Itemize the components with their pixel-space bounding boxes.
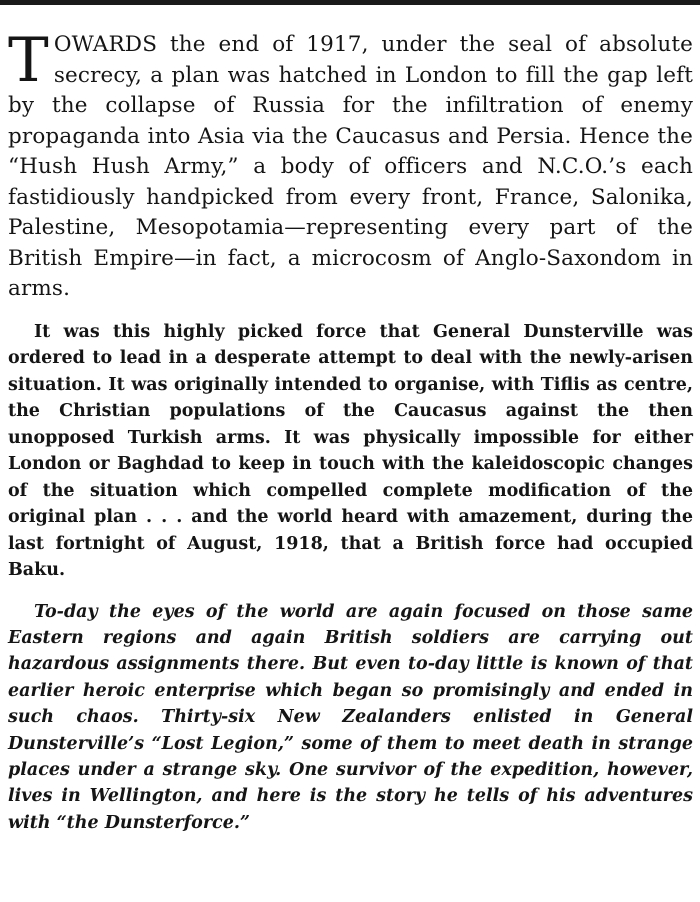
article <box>8 25 693 836</box>
drop-cap: T <box>8 25 49 96</box>
lead-text: OWARDS the end of 1917, under the seal of absolute secrecy, a plan was hatched in London to fill the gap left by the collapse of Russia for the infiltration of enemy propaganda into Asia via the Caucasus and Persia. Hence the “Hush Hush Army,” a body of officers and N.C.O.’s each fastidiously handpicked from every front, France, Salonika, Palestine, Mesopotamia—representing every part of the British Empire—in fact, a microcosm of Anglo-Saxondom in arms. <box>8 32 693 301</box>
lead-paragraph <box>8 25 693 305</box>
top-rule <box>0 0 700 5</box>
italic-intro-paragraph: To-day the eyes of the world are again focused on those same Eastern regions and again British soldiers are carrying out hazardous assignments there. But even to-day little is known of that earlier heroic enterprise which began so promisingly and ended in such chaos. Thirty-six New Zealanders enlisted in General Dunsterville’s “Lost Legion,” some of them to meet death in strange places under a strange sky. One survivor of the expedition, however, lives in Wellington, and here is the story he tells of his adventures with “the Dunsterforce.” <box>8 601 693 833</box>
body-paragraph: It was this highly picked force that General Dunsterville was ordered to lead in a desperate attempt to deal with the newly-arisen situation. It was originally intended to organise, with Tiflis as centre, the Christian populations of the Caucasus against the then unopposed Turkish arms. It was physically impossible for either London or Baghdad to keep in touch with the kaleidoscopic changes of the situation which compelled complete modification of the original plan . . . and the world heard with amazement, during the last fortnight of August, 1918, that a British force had occupied Baku. <box>8 321 693 580</box>
